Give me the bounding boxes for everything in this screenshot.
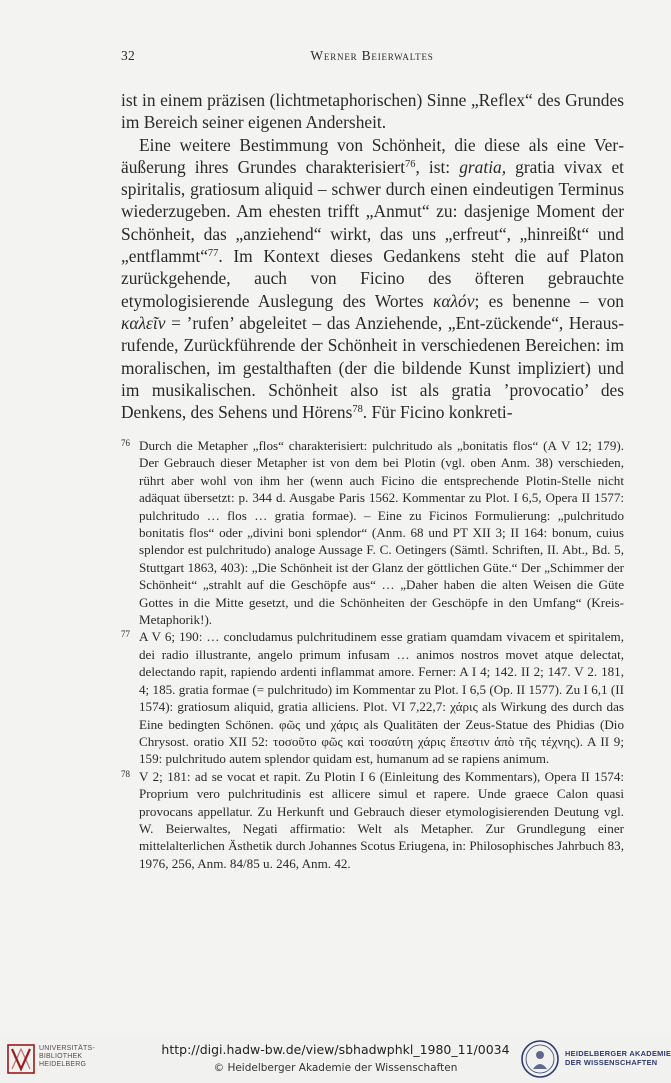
emphasis-gratia: gratia, bbox=[459, 156, 507, 177]
footnote-ref-76[interactable]: 76 bbox=[405, 158, 416, 170]
text-run: , ist: bbox=[415, 156, 460, 177]
library-name-line: UNIVERSITÄTS- bbox=[39, 1045, 95, 1052]
footnote-77 bbox=[121, 628, 624, 767]
page-number: 32 bbox=[121, 48, 136, 63]
text-run: . Für Ficino konkreti- bbox=[362, 402, 513, 423]
text-run: = ’rufen’ abgeleitet – das Anziehende, „Ent-zückende“, Herausrufende, Zurückführende der Schönheit in verschiedenen Bereichen: im moralischen, im gestalthaften (der die bildende Kunst impliziert) und im musikalischen. Schönheit also ist als gratia ’provocatio’ des Denkens, des Sehens und Hörens bbox=[121, 312, 624, 423]
footnote-text: Durch die Metapher „flos“ charakterisiert: pulchritudo als „bonitatis flos“ (A V 12; 179). Der Gebrauch dieser Metapher ist von dem bei Plotin (vgl. oben Anm. 38) verschieden, rührt aber wohl von ihm her (wenn auch Ficino die entsprechende Plotin-Stelle nicht adäquat übersetzt: p. 344 d. Ausgabe Paris 1562. Kommentar zu Plot. I 6,5, Opera II 1577: pulchritudo … flos … gratia formae). – Eine zu Ficinos Formulierung: „pulchritudo bonitatis flos“ oder „divini boni splendor“ (Anm. 68 und PT XII 3; II 164: bonum, cuius splendor est pulchritudo) analoge Aussage F. C. Oetingers (Sämtl. Schriften, II. Abt., Bd. 5, Stuttgart 1863, 403): „Die Schönheit ist der Glanz der göttlichen Güte.“ Der „Schimmer der Schönheit“ „strahlt auf die Geschöpfe aus“ … „Daher haben die alten Weisen die Güte Gottes in die Mitte gesetzt, und die Schönheiten der Geschöpfe in den Umfang“ (Kreis-Metaphorik!). bbox=[139, 438, 624, 628]
footnote-78 bbox=[121, 768, 624, 872]
academy-seal-icon bbox=[520, 1039, 560, 1079]
footnote-text: A V 6; 190: … concludamus pulchritudinem esse gratiam quamdam vivacem et spiritalem, dei radio illustrante, angelo primum infusam … animos nostros movet atque delectat, delectando rapit, rapiendo ardenti inflammat amore. Ferner: A I 4; 142. II 2; 147. V 2. 181, 4; 185. gratia formae (= pulchritudo) im Kommentar zu Plot. I 6,5 (Op. II 1577). Zu I 6,1 (II 1574): gratiosum aliquid, gratia alliciens. Plot. VI 7,22,7: χάρις als Wirkung des durch das Eine bedingten Schönen. φῶς und χάρις als Qualitäten der Zeus-Statue des Phidias (Dio Chrysost. oratio XII 52: τοσοῦτο φῶς καὶ τοσαύτη χάρις ἔπεστιν ἀπὸ τῆς τέχνης). A II 9; 159: pulchritudo autem splendor quidam est, humanum ad se rapiens animum. bbox=[139, 629, 624, 767]
academy-name-line: HEIDELBERGER AKADEMIE bbox=[565, 1049, 671, 1058]
running-head-author: Werner Beierwaltes bbox=[310, 48, 434, 63]
footnotes bbox=[121, 437, 624, 872]
footnote-ref-77[interactable]: 77 bbox=[207, 247, 219, 259]
footnote-number: 78 bbox=[121, 768, 130, 779]
footnote-number: 76 bbox=[121, 438, 130, 448]
text-run: . Im Kontext dieses Gedankens steht die auf Platon zurückgehende, auch von Ficino des öfteren gebrauchte etymologisierende Auslegung des Wortes bbox=[121, 246, 624, 311]
library-name-line: BIBLIOTHEK bbox=[39, 1053, 83, 1060]
copyright-notice: © Heidelberger Akademie der Wissenschaften bbox=[213, 1062, 458, 1074]
footnote-text: V 2; 181: ad se vocat et rapit. Zu Plotin I 6 (Einleitung des Kommentars), Opera II 1574: Proprium vero pulchritudinis est allicere simul et rapere. Unde graece Calon quasi provocans appellatur. Zu Herkunft und Gebrauch dieser etymologisierenden Deutung vgl. W. Beierwaltes, Negati affirmatio: Welt als Metapher. Zur Grundlegung einer mittelalterlichen Ästhetik durch Johannes Scotus Eriugena, in: Philosophisches Jahrbuch 83, 1976, 256, Anm. 84/85 u. 246, Anm. 42. bbox=[139, 768, 624, 871]
footnote-76 bbox=[121, 437, 624, 628]
text-run: Eine weitere Bestimmung von Schönheit, die diese als eine Veräußerung ihres Grundes charakterisiert bbox=[121, 134, 624, 177]
paragraph-2 bbox=[121, 134, 624, 424]
greek-word-kalein: καλεῖν bbox=[121, 312, 166, 333]
academy-name-line: DER WISSENSCHAFTEN bbox=[565, 1058, 658, 1067]
permalink-url[interactable]: http://digi.hadw-bw.de/view/sbhadwphkl_1980_11/0034 bbox=[161, 1042, 510, 1057]
greek-word-kalon: καλόν bbox=[433, 290, 475, 311]
library-name-line: HEIDELBERG bbox=[39, 1061, 87, 1068]
academy-name bbox=[565, 1049, 671, 1067]
viewer-footer bbox=[0, 1035, 671, 1083]
paragraph-1: ist in einem präzisen (lichtmetaphorischen) Sinne „Reflex“ des Grundes im Bereich seiner eigenen Andersheit. bbox=[121, 90, 624, 133]
footnote-number: 77 bbox=[121, 629, 130, 640]
text-run: ; es benenne – von bbox=[474, 290, 624, 311]
main-text bbox=[121, 89, 624, 423]
text-run: gratia vivax et spiritalis, gratiosum aliquid – schwer durch einen eindeutigen Terminus wiederzugeben. Am ehesten trifft „Anmut“ zu: dasjenige Moment der Schönheit, das „anziehend“ wirkt, das uns „erfreut“, „hinreißt“ und „entflammt“ bbox=[121, 156, 624, 267]
footnote-ref-78[interactable]: 78 bbox=[352, 403, 363, 415]
